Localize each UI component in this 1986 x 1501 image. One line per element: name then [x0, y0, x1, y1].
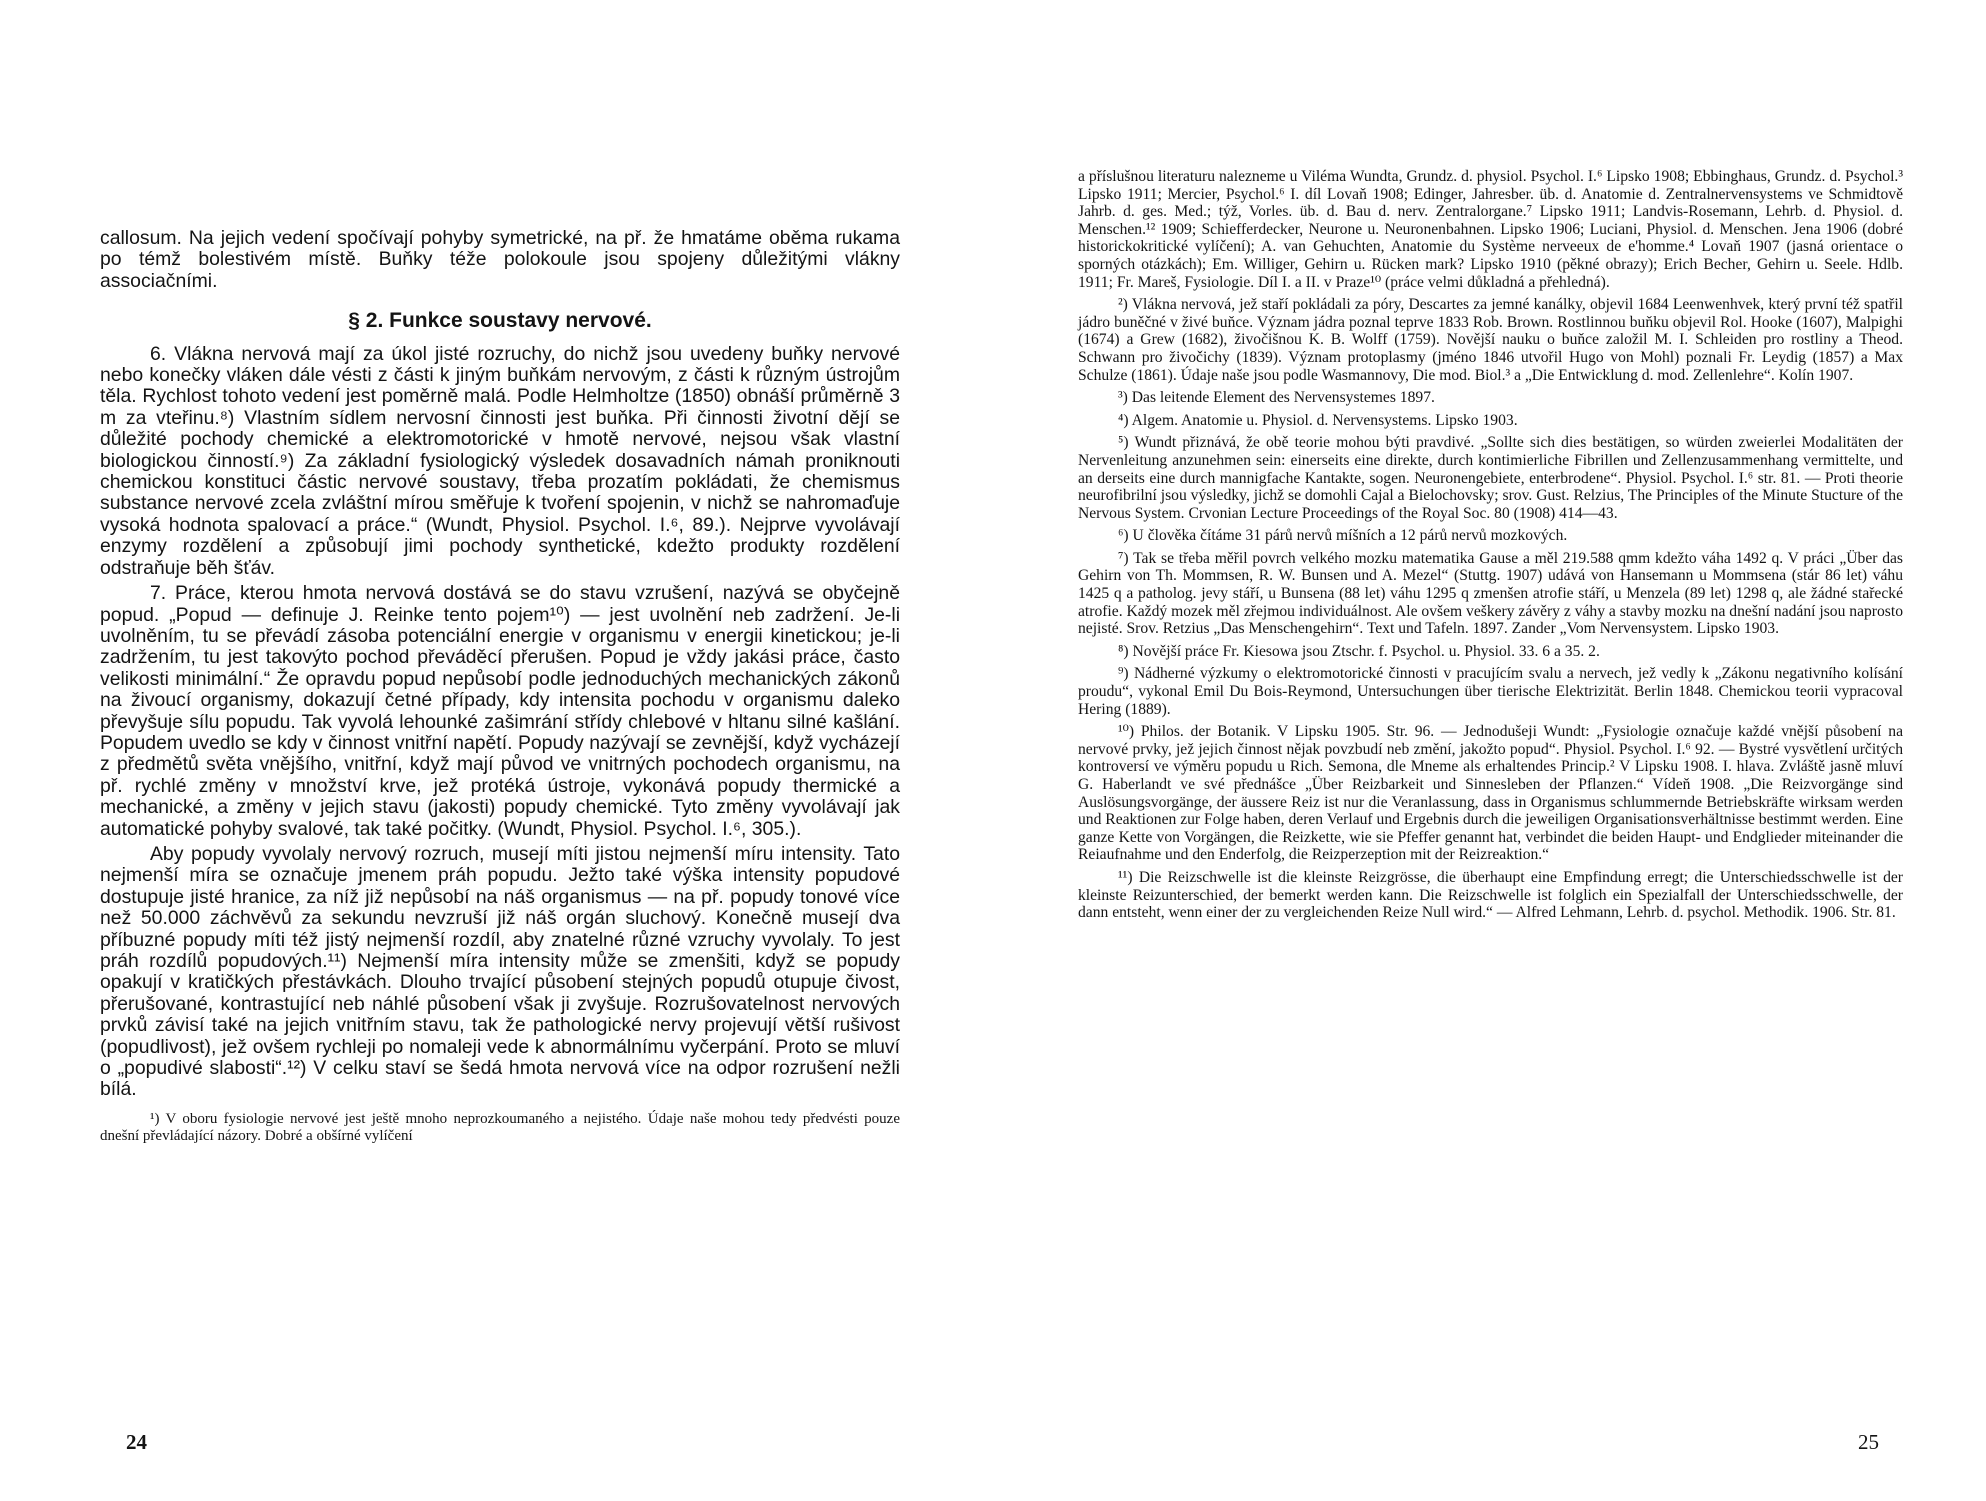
- note-5: ⁵) Wundt přiznává, že obě teorie mohou býti pravdivé. „Sollte sich dies bestätigen, so würden zweierlei Modalitäten der Nervenleitung anzunehmen sein: einerseits eine direkte, durch kontimierliche Fibrillen und Zellenzusammenhang vermittelte, und an derseits eine durch mannigfache Kantakte, sogen. Neuronengebiete, enterbrodene“. Physiol. Psychol. I.⁶ str. 81. — Proti theorie neurofibrilní jsou výsledky, jichž se domohli Cajal a Bielochovsky; srov. Gust. Relzius, The Principles of the Minute Stucture of the Nervous System. Crvonian Lecture Proceedings of the Royal Soc. 80 (1908) 414—43.: [1078, 434, 1903, 522]
- note-8: ⁸) Novější práce Fr. Kiesowa jsou Ztschr. f. Psychol. u. Physiol. 33. 6 a 35. 2.: [1118, 642, 1600, 660]
- paragraph-callosum: callosum. Na jejich vedení spočívají pohyby symetrické, na př. že hmatáme oběma rukama po témž bolestivém místě. Buňky téže polokoule jsou spojeny důležitými vlákny associačními.: [100, 227, 900, 292]
- note-10: ¹⁰) Philos. der Botanik. V Lipsku 1905. Str. 96. — Jednodušeji Wundt: „Fysiologie označuje každé vnější působení na nervové prvky, jež jejich činnost nějak povzbudí neb změní, jakožto popud“. Physiol. Psychol. I.⁶ 92. — Bystré vysvětlení určitých kontroversí ve výměru popudu u Rich. Semona, dle Mneme als erhaltendes Princip.² V Lipsku 1908. I. hlava. Zvláště jasně mluví G. Haberlandt ve své přednášce „Über Reizbarkeit und Sinnesleben der Pflanzen.“ Vídeň 1908. „Die Reizvorgänge sind Auslösungsvorgänge, der äussere Reiz ist nur die Veranlassung, dass in Organismus schlummernde Betriebskräfte wirksam werden und Reaktionen zur Folge haben, deren Verlauf und Ergebnis durch die jeweiligen Organisationsverhältnisse bestimmt werden. Eine ganze Kette von Vorgängen, die Reizkette, wie sie Pfeffer genannt hat, verbindet die beiden Haupt- und Endglieder miteinander die Reiaufnahme und den Enderfolg, die Reizperzeption mit der Reizreaktion.“: [1078, 723, 1903, 864]
- paragraph-7: 7. Práce, kterou hmota nervová dostává se do stavu vzrušení, nazývá se obyčejně popud. „Popud — definuje J. Reinke tento pojem¹⁰) — jest uvolnění neb zadržení. Je-li uvolněním, tu se převádí zásoba potenciální energie v organismu v energii kinetickou; je-li zadržením, tu jest takovýto pochod převáděcí přerušen. Popud je vždy jakási práce, často velikosti minimální.“ Že opravdu popud nepůsobí podle jednoduchých mechanických zákonů na živoucí organismy, dokazují četné případy, kdy intensita pochodu v organismu daleko převyšuje sílu popudu. Tak vyvolá lehounké zašimrání střídy chlebové v hltanu silné kašlání. Popudem uvedlo se kdy v činnost vnitřní napětí. Popudy nazývají se zevnější, když vycházejí z předmětů světa vnějšího, vnitřní, když mají původ ve vnitrných pochodech organismu, na př. rychlé změny v množství krve, jež protéká ústroje, vykonává popudy thermické a mechanické, a změny v jejich stavu (jakosti) popudy chemické. Tyto změny vyvolávají jak automatické pohyby svalové, tak také počitky. (Wundt, Physiol. Psychol. I.⁶, 305.).: [100, 582, 900, 840]
- right-page: [993, 0, 1986, 1501]
- paragraph-6: 6. Vlákna nervová mají za úkol jisté rozruchy, do nichž jsou uvedeny buňky nervové nebo konečky vláken dále vésti z části k jiným buňkám nervovým, z části k různým ústrojům těla. Rychlost tohoto vedení jest poměrně malá. Podle Helmholtze (1850) obnáší průměrně 3 m za vteřinu.⁸) Vlastním sídlem nervosní činnosti jest buňka. Při činnosti životní dějí se důležité pochody chemické a elektromotorické v hmotě nervové, nejsou však vlastní biologickou činností.⁹) Za základní fysiologický výsledek dosavadních námah proniknouti chemickou konstituci částic nervové soustavy, třeba prozatím pokládati, že chemismus substance nervové zcela zvláštní mírou směřuje k tvoření spojenin, v nichž se nahromaďuje vysoká hodnota spalovací a práce.“ (Wundt, Physiol. Psychol. I.⁶, 89.). Nejprve vyvolávají enzymy rozdělení a způsobují jimi pochody synthetické, kdežto produkty rozdělení odstraňuje běh šťáv.: [100, 342, 900, 579]
- section-heading: § 2. Funkce soustavy nervové.: [348, 309, 652, 333]
- note-6: ⁶) U člověka čítáme 31 párů nervů míšních a 12 párů nervů mozkových.: [1118, 527, 1568, 545]
- note-11: ¹¹) Die Reizschwelle ist die kleinste Reizgrösse, die überhaupt eine Empfindung erregt; die Unterschiedsschwelle ist der kleinste Reizunterschied, der bemerkt werden kann. Die Reizschwelle ist folglich ein Spezialfall der Unterschiedsschwelle, der dann entsteht, wenn einer der zu vergleichenden Reize Null wird.“ — Alfred Lehmann, Lehrb. d. psychol. Methodik. 1906. Str. 81.: [1078, 868, 1903, 922]
- note-2: ²) Vlákna nervová, jež staří pokládali za póry, Descartes za jemné kanálky, objevil 1684 Leenwenhvek, který první též spatřil jádro buněčné v živé buňce. Význam jádra poznal teprve 1833 Rob. Brown. Rostlinnou buňku objevil Rol. Hooke (1607), Malpighi (1674) a Grew (1682), živočišnou K. B. Wolff (1759). Novější nauku o buňce založil M. I. Schleiden pro rostliny a Theod. Schwann pro živočichy (1839). Význam protoplasmy (jméno 1846 utvořil Hugo von Mohl) poznali Fr. Leydig (1857) a Max Schulze (1861). Údaje naše jsou podle Wasmannovy, Die mod. Biol.³ a „Die Entwicklung d. mod. Zellenlehre“. Kolín 1907.: [1078, 296, 1903, 384]
- page-number-right: 25: [1858, 1430, 1879, 1454]
- note-1-continued: a příslušnou literaturu nalezneme u Viléma Wundta, Grundz. d. physiol. Psychol. I.⁶ Lipsko 1908; Ebbinghaus, Grundz. d. Psychol.³ Lipsko 1911; Mercier, Psychol.⁶ I. díl Lovaň 1908; Edinger, Jahresber. üb. d. Anatomie d. Zentralnervensystems ve Schmidtově Jahrb. d. ges. Med.; týž, Vorles. üb. d. Bau d. nerv. Zentralorgane.⁷ Lipsko 1911; Landvis-Rosemann, Lehrb. d. Physiol. d. Menschen.¹² 1909; Schiefferdecker, Neurone u. Neuronenbahnen. Lipsko 1906; Luciani, Physiol. d. Menschen. Jena 1906 (dobré historickokritické vylíčení); A. van Gehuchten, Anatomie du Système nerveeux de e'homme.⁴ Lovaň 1907 (jasná orientace o sporných otázkách); Em. Williger, Gehirn u. Rücken mark? Lipsko 1910 (pěkné obrazy); Erich Becher, Gehirn u. Seele. Hdlb. 1911; Fr. Mareš, Fysiologie. Díl I. a II. v Praze¹⁰ (práce velmi důkladná a přehledná).: [1078, 168, 1903, 291]
- note-9: ⁹) Nádherné výzkumy o elektromotorické činnosti v pracujícím svalu a nervech, jež vedly k „Zákonu negativního kolísání proudu“, vykonal Emil Du Bois-Reymond, Untersuchungen über tierische Elektrizität. Berlin 1848. Chemickou teorii vypracoval Hering (1889).: [1078, 665, 1903, 718]
- note-7: ⁷) Tak se třeba měřil povrch velkého mozku matematika Gause a měl 219.588 qmm kdežto váha 1492 q. V práci „Über das Gehirn von Th. Mommsen, R. W. Bunsen und A. Mezel“ (Stuttg. 1907) udává von Hansemann u Mommsena (stár 86 let) váhu 1425 q a patholog. jevy stáří, u Bunsena (88 let) váhu 1295 q zmenšen atrofie stáří, u Menzela (89 let) 1298 q, ale žádné stařecké atrofie. Každý mozek měl zřejmou individuálnost. Ale ovšem veškery závěry z váhy a stavby mozku na dnešní nadání jsou naprosto nejisté. Srov. Retzius „Das Menschengehirn“. Text und Tafeln. 1897. Zander „Vom Nervensystem. Lipsko 1903.: [1078, 549, 1903, 638]
- right-notes-column: [1078, 168, 1903, 922]
- footnote-1: ¹) V oboru fysiologie nervové jest ještě mnoho neprozkoumaného a nejistého. Údaje naše mohou tedy předvésti pouze dnešní převládající názory. Dobré a obšírné vylíčení: [100, 1110, 900, 1144]
- note-3: ³) Das leitende Element des Nervensystemes 1897.: [1118, 389, 1435, 407]
- paragraph-threshold: Aby popudy vyvolaly nervový rozruch, musejí míti jistou nejmenší míru intensity. Tato nejmenší míra se označuje jmenem práh popudu. Ježto také výška intensity popudové dostupuje jisté hranice, za níž již nepůsobí na náš organismus — na př. popudy tonové více než 50.000 záchvěvů za sekundu nevzruší již náš orgán sluchový. Konečně musejí dva příbuzné popudy míti též jistý nejmenší rozdíl, aby znatelné různé vzruchy vyvolaly. To jest práh rozdílů popudových.¹¹) Nejmenší míra intensity může se zmenšiti, když se popudy opakují v kratičkých přestávkách. Dlouho trvající působení stejných popudů otupuje čivost, přerušované, kontrastující neb náhlé působení však ji zvyšuje. Rozrušovatelnost nervových prvků závisí také na jejich vnitřním stavu, tak že pathologické nervy projevují větší rušivost (popudlivost), jež ovšem rychleji po nomaleji vede k abnormálnímu vyčerpání. Proto se mluví o „popudivé slabosti“.¹²) V celku staví se šedá hmota nervová více na odpor rozrušení nežli bílá.: [100, 842, 900, 1101]
- left-text-column: [100, 228, 900, 1145]
- page-number-left: 24: [126, 1430, 147, 1454]
- note-4: ⁴) Algem. Anatomie u. Physiol. d. Nervensystems. Lipsko 1903.: [1118, 411, 1518, 429]
